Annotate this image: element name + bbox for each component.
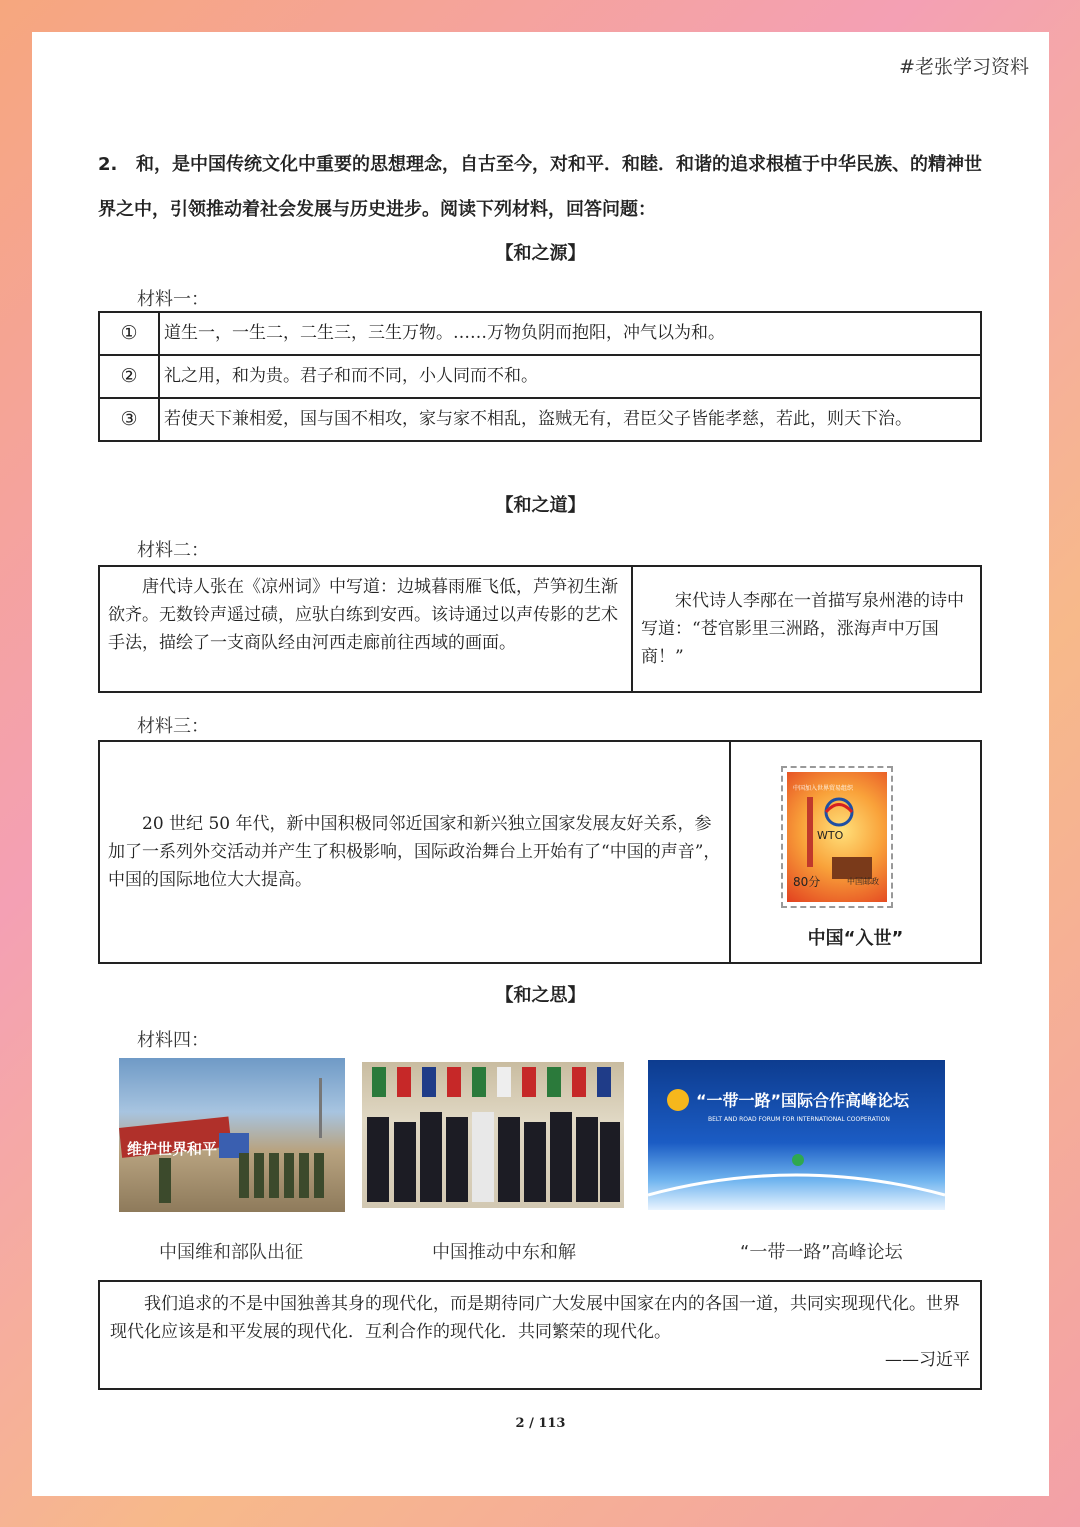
material2-right-text: 宋代诗人李邴在一首描写泉州港的诗中写道：“苍官影里三洲路，涨海声中万国商！” <box>641 591 964 667</box>
row-text: 若使天下兼相爱，国与国不相攻，家与家不相乱，盗贼无有，君臣父子皆能孝慈，若此，则天下治。 <box>159 398 981 441</box>
table-row <box>99 312 981 355</box>
page-number: 2 / 113 <box>515 1416 566 1431</box>
stamp-post: 中国邮政 <box>847 877 879 886</box>
document-page <box>32 32 1049 1496</box>
table-row <box>99 398 981 441</box>
section-title-way: 【和之道】 <box>495 495 586 516</box>
peacekeepers-illustration <box>119 1058 345 1212</box>
material2-label: 材料二： <box>137 540 209 561</box>
question-intro <box>98 142 983 232</box>
row-number: ② <box>99 355 159 398</box>
forum-title: “一带一路”国际合作高峰论坛 <box>696 1091 910 1110</box>
middle-east-reconciliation-photo <box>362 1062 624 1208</box>
material3-box <box>98 740 982 964</box>
section-title-source: 【和之源】 <box>495 243 586 264</box>
banner-text: 维护世界和平 <box>127 1140 218 1158</box>
question-number: 2. <box>98 154 118 175</box>
row-text: 道生一，一生二，二生三，三生万物。……万物负阴而抱阳，冲气以为和。 <box>159 312 981 355</box>
caption-belt-road: “一带一路”高峰论坛 <box>740 1242 903 1263</box>
material1-label: 材料一： <box>137 289 209 310</box>
material4-label: 材料四： <box>137 1030 209 1051</box>
table-row <box>99 355 981 398</box>
group-photo-illustration <box>362 1062 624 1208</box>
stamp-cell <box>731 742 980 962</box>
forum-subtitle: BELT AND ROAD FORUM FOR INTERNATIONAL COOPERATION <box>708 1116 890 1123</box>
caption-peacekeeping: 中国维和部队出征 <box>159 1242 303 1263</box>
wto-stamp-image <box>781 766 893 908</box>
material2-left-text: 唐代诗人张在《凉州词》中写道：边城暮雨雁飞低，芦笋初生渐欲齐。无数铃声遥过碛，应驮白练到安西。该诗通过以声传影的艺术手法，描绘了一支商队经由河西走廊前往西域的画面。 <box>100 567 633 691</box>
material1-table <box>98 311 982 442</box>
section-title-thought: 【和之思】 <box>495 985 586 1006</box>
quote-text: 我们追求的不是中国独善其身的现代化，而是期待同广大发展中国家在内的各国一道，共同实现现代化。世界现代化应该是和平发展的现代化．互利合作的现代化．共同繁荣的现代化。 <box>110 1294 960 1342</box>
stamp-value: 80分 <box>793 875 821 889</box>
quote-box <box>98 1280 982 1390</box>
stamp-art <box>787 772 887 902</box>
forum-logo-icon <box>648 1060 945 1210</box>
belt-and-road-forum-photo <box>648 1060 945 1210</box>
caption-middle-east: 中国推动中东和解 <box>432 1242 576 1263</box>
row-number: ① <box>99 312 159 355</box>
material3-text: 20 世纪 50 年代，新中国积极同邻近国家和新兴独立国家发展友好关系，参加了一系列外交活动并产生了积极影响，国际政治舞台上开始有了“中国的声音”，中国的国际地位大大提高。 <box>100 742 731 962</box>
material2-box <box>98 565 982 693</box>
question-text: 和，是中国传统文化中重要的思想理念，自古至今，对和平．和睦．和谐的追求根植于中华民族、的精神世界之中，引领推动着社会发展与历史进步。阅读下列材料，回答问题： <box>98 154 982 220</box>
row-text: 礼之用，和为贵。君子和而不同，小人同而不和。 <box>159 355 981 398</box>
watermark: #老张学习资料 <box>899 56 1029 78</box>
stamp-caption: 中国“入世” <box>807 928 904 949</box>
stamp-top-text: 中国加入世界贸易组织 <box>793 785 854 792</box>
quote-source: ——习近平 <box>885 1350 970 1370</box>
row-number: ③ <box>99 398 159 441</box>
stamp-wto-text: WTO <box>817 829 844 842</box>
material3-label: 材料三： <box>137 716 209 737</box>
peacekeeping-photo <box>119 1058 345 1212</box>
